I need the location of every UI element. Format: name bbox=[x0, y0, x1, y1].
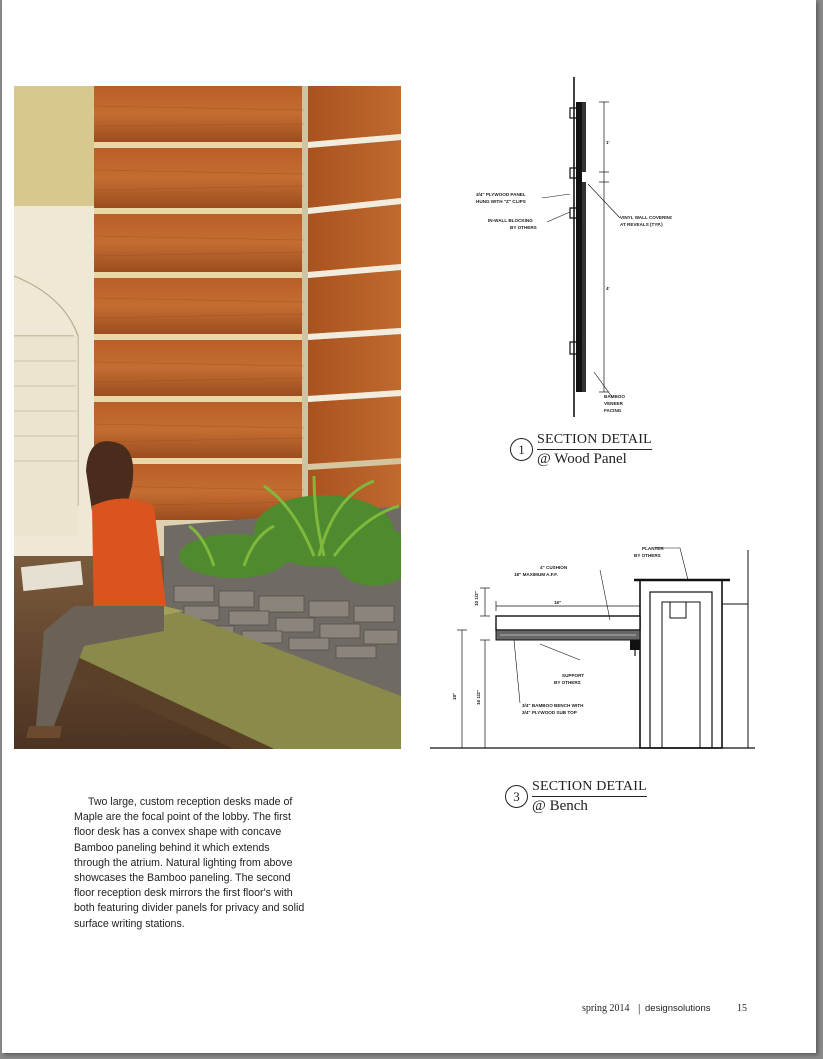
label-planter-line2: BY OTHERS bbox=[634, 553, 661, 558]
label-blocking-line1: IN-WALL BLOCKING bbox=[488, 218, 533, 223]
label-blocking-line2: BY OTHERS bbox=[510, 225, 537, 230]
caption-section-detail-3 bbox=[505, 779, 675, 819]
label-plywood-line2: HUNG WITH "Z" CLIPS bbox=[476, 199, 526, 204]
body-paragraph: Two large, custom reception desks made of Maple are the focal point of the lobby. The first floor desk has a convex shape with concave Bamboo paneling behind it which extends through the atrium. Natural lighting from above showcases the Bamboo paneling. The second floor reception desk mirrors the first floor's with both featuring divider panels for privacy and solid surface writing stations. bbox=[74, 796, 305, 930]
detail-title: SECTION DETAIL bbox=[537, 432, 652, 450]
label-cushion-line1: 4" CUSHION bbox=[540, 565, 568, 570]
svg-text:16": 16" bbox=[554, 600, 562, 605]
footer-separator: | bbox=[638, 1001, 641, 1015]
label-bench-line1: 3/4" BAMBOO BENCH WITH bbox=[522, 703, 584, 708]
svg-text:10 1/2": 10 1/2" bbox=[474, 591, 479, 606]
label-cushion-line2: 18" MAXIMUM A.F.F. bbox=[514, 572, 558, 577]
label-vinyl-line2: AT REVEALS (TYP.) bbox=[620, 222, 663, 227]
label-bench-line2: 3/4" PLYWOOD SUB TOP bbox=[522, 710, 577, 715]
svg-text:1': 1' bbox=[606, 140, 610, 145]
footer-publication: designsolutions bbox=[645, 1003, 711, 1014]
label-bamboo-line2: VENEER bbox=[604, 401, 623, 406]
detail-number-badge: 3 bbox=[505, 785, 528, 808]
magazine-page bbox=[2, 0, 816, 1053]
detail-subtitle: @ Bench bbox=[532, 798, 588, 814]
section-detail-bench-drawing bbox=[430, 540, 760, 755]
svg-text:18": 18" bbox=[452, 692, 457, 700]
label-planter-line1: PLANTER bbox=[642, 546, 664, 551]
lobby-photo bbox=[14, 86, 401, 749]
detail-number-badge: 1 bbox=[510, 438, 533, 461]
label-plywood-line1: 3/4" PLYWOOD PANEL bbox=[476, 192, 526, 197]
footer-issue: spring 2014 bbox=[582, 1003, 630, 1014]
detail-title: SECTION DETAIL bbox=[532, 779, 647, 797]
label-support-line1: SUPPORT bbox=[562, 673, 585, 678]
page-number: 15 bbox=[737, 1003, 747, 1014]
svg-text:16 1/2": 16 1/2" bbox=[476, 690, 481, 705]
label-vinyl-line1: VINYL WALL COVERING bbox=[620, 215, 672, 220]
label-bamboo-line3: FACING bbox=[604, 408, 622, 413]
label-support-line2: BY OTHERS bbox=[554, 680, 581, 685]
svg-text:4': 4' bbox=[606, 286, 610, 291]
caption-section-detail-1 bbox=[510, 432, 680, 472]
label-bamboo-line1: BAMBOO bbox=[604, 394, 625, 399]
section-detail-wood-panel-drawing bbox=[452, 72, 672, 427]
detail-subtitle: @ Wood Panel bbox=[537, 451, 627, 467]
